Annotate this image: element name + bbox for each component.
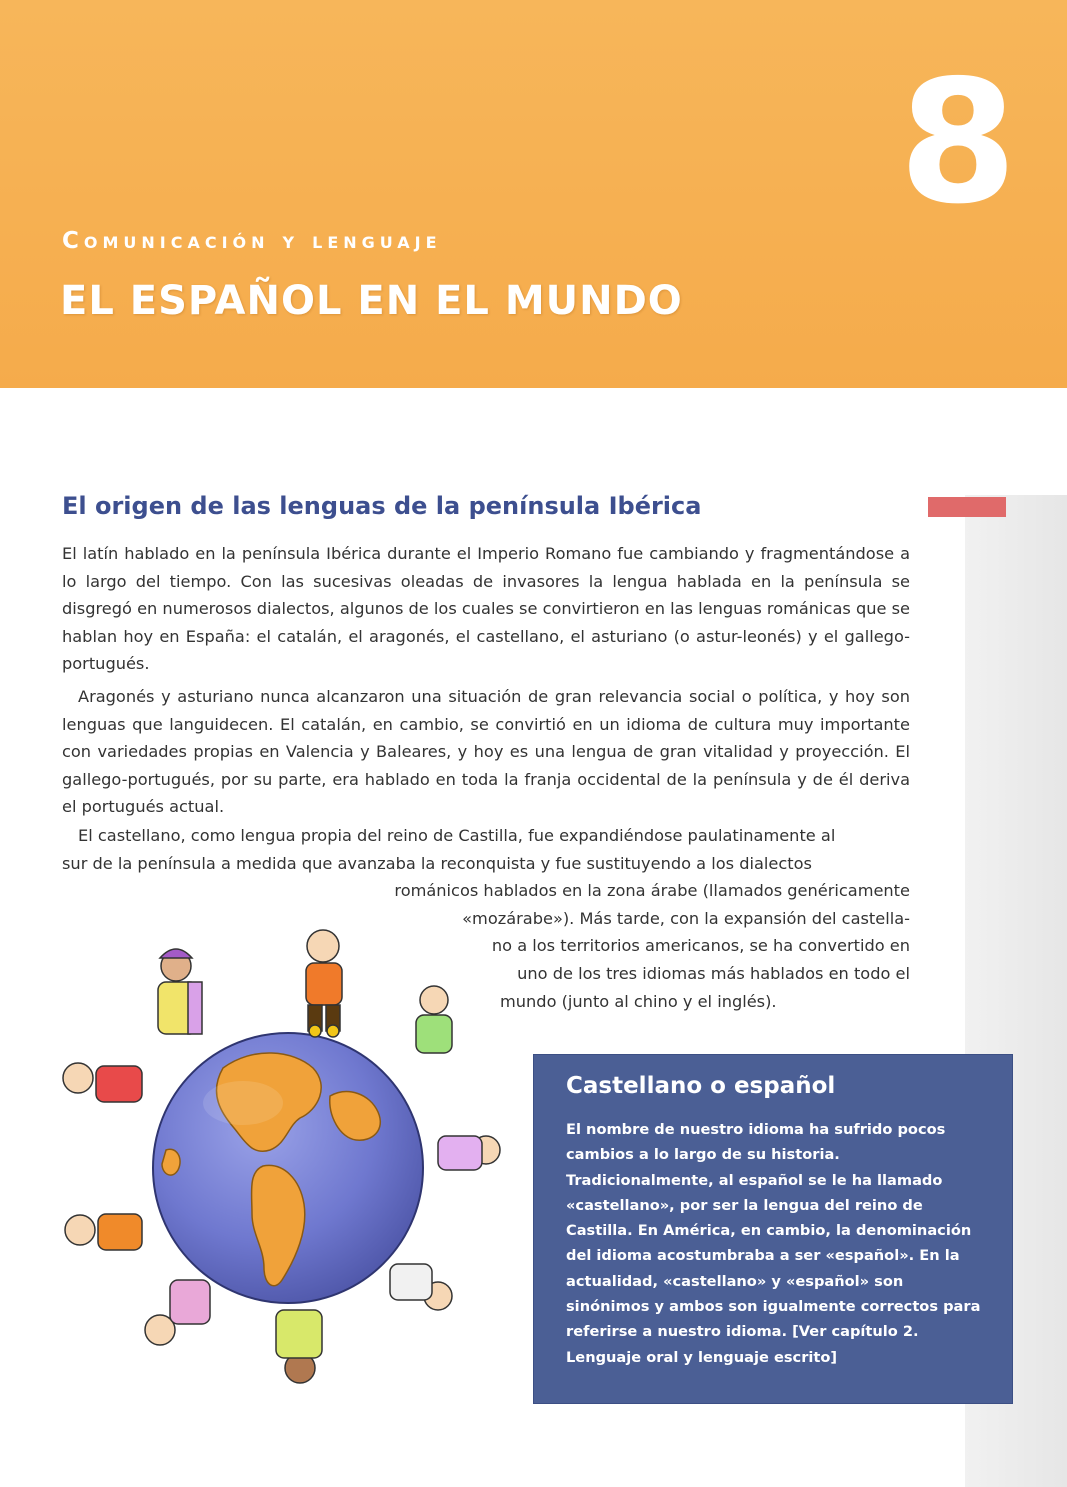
- body-paragraph-2: Aragonés y asturiano nunca alcanzaron una situación de gran relevancia social o política, y hoy son lenguas que languidecen. El catalán, en cambio, se convirtió en un idioma de cultura muy importante con variedades propias en Valencia y Baleares, y hoy es una lengua de gran vitalidad y proyección. El gallego-portugués, por su parte, era hablado en toda la franja occidental de la península y de él deriva el portugués actual.: [62, 687, 910, 817]
- infobox: [534, 1055, 1012, 1403]
- paragraph-line: sur de la península a medida que avanzaba la reconquista y fue sustituyendo a los dialectos: [62, 853, 812, 873]
- section-marker: [928, 497, 1006, 517]
- paragraph-line: «mozárabe»). Más tarde, con la expansión del castella-: [462, 908, 910, 928]
- infobox-text: El nombre de nuestro idioma ha sufrido pocos cambios a lo largo de su historia. Tradicionalmente, al español se le ha llamado «castellano», por ser la lengua del reino de Castilla. En América, en cambio, la denominación del idioma acostumbraba a ser «español». En la actualidad, «castellano» y «español» son sinónimos y ambos son igualmente correctos para referirse a nuestro idioma. [Ver capítulo 2. Lenguaje oral y lenguaje escrito]: [566, 1121, 981, 1366]
- paragraph-line: mundo (junto al chino y el inglés).: [500, 991, 777, 1011]
- chapter-kicker: Comunicación y lenguaje: [62, 228, 442, 254]
- paragraph-line: El castellano, como lengua propia del reino de Castilla, fue expandiéndose paulatinamente al: [78, 826, 836, 845]
- body-paragraph-1: El latín hablado en la península Ibérica durante el Imperio Romano fue cambiando y fragmentándose a lo largo del tiempo. Con las sucesivas oleadas de invasores la lengua hablada en la península se disgregó en numerosos dialectos, algunos de los cuales se convirtieron en las lenguas románicas que se hablan hoy en España: el catalán, el aragonés, el castellano, el asturiano (o astur-leonés) y el gallego-portugués.: [62, 544, 910, 674]
- section-heading: El origen de las lenguas de la península Ibérica: [62, 492, 702, 520]
- globe: [153, 1033, 423, 1303]
- paragraph-line: no a los territorios americanos, se ha convertido en: [491, 936, 910, 956]
- paragraph-line: románicos hablados en la zona árabe (llamados genéricamente: [394, 881, 910, 901]
- infobox-title: Castellano o español: [566, 1073, 836, 1099]
- chapter-number: 8: [898, 44, 1018, 242]
- children-around-globe-illustration: [38, 918, 538, 1418]
- paragraph-line: uno de los tres idiomas más hablados en todo el: [517, 963, 910, 983]
- chapter-title: EL ESPAÑOL EN EL MUNDO: [60, 278, 683, 324]
